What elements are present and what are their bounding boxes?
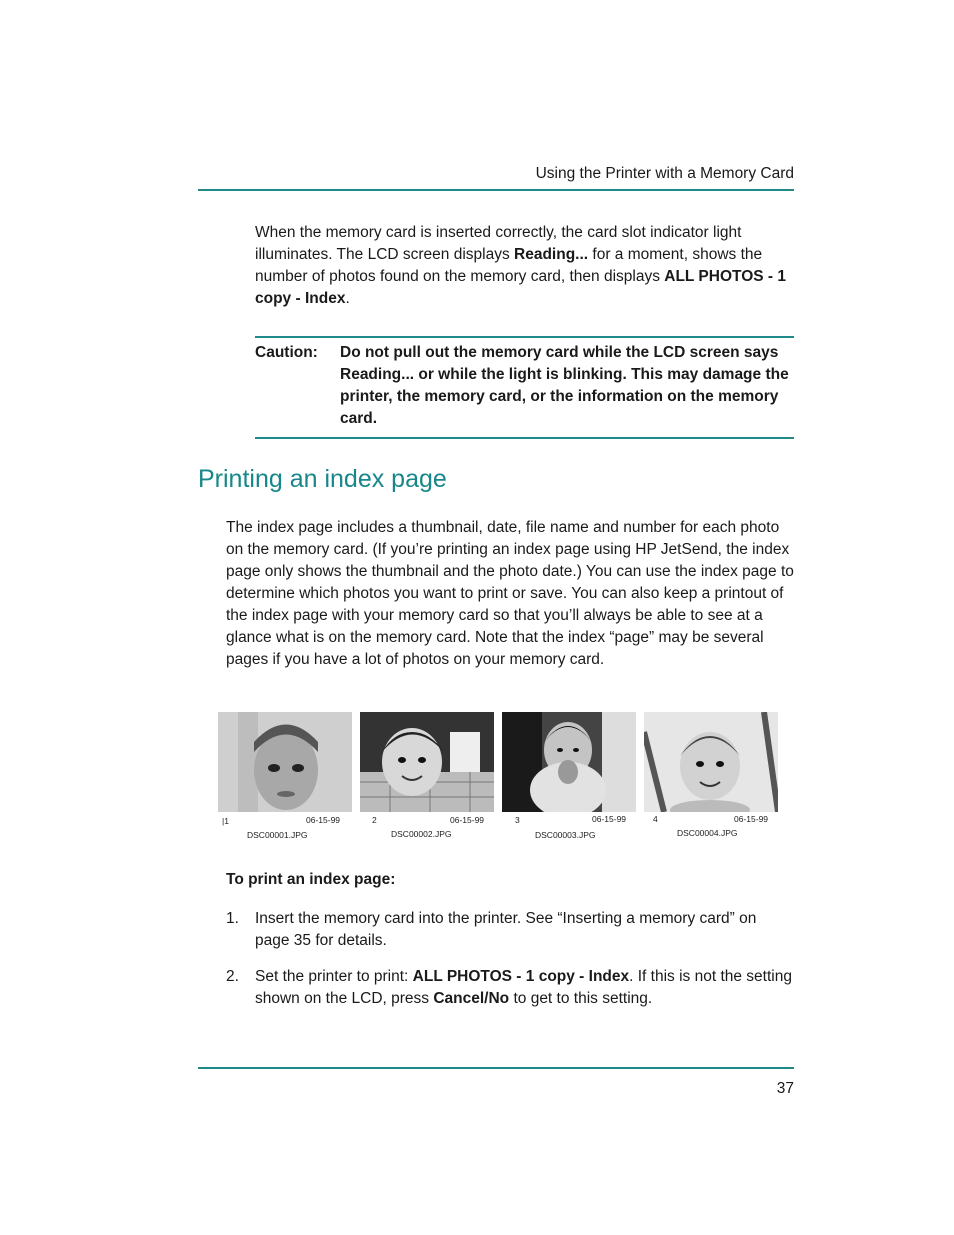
- page-number: 37: [776, 1080, 794, 1097]
- procedure-heading: To print an index page:: [226, 871, 396, 888]
- thumbnail-number: 3: [515, 815, 520, 825]
- thumbnail-photo-3: [502, 712, 636, 812]
- step-text: Insert the memory card into the printer. See “Inserting a memory card” on page 35 for details.: [255, 910, 757, 949]
- thumbnail-filename: DSC00004.JPG: [677, 828, 738, 838]
- thumbnail-number: 4: [653, 814, 658, 824]
- section-body: The index page includes a thumbnail, date, file name and number for each photo on the memory card. (If you’re printing an index page using HP JetSend, the index page only shows the thumbnail and the photo date.) You can use the index page to determine which photos you want to print or save. You can also keep a printout of the index page with your memory card so that you’ll always be able to see at a glance what is on the memory card. Note that the index “page” may be several pages if you have a lot of photos on your memory card.: [226, 519, 794, 668]
- section-title: Printing an index page: [198, 465, 447, 493]
- step-number: 2.: [226, 968, 239, 985]
- thumbnail-photo-2: [360, 712, 494, 812]
- thumbnail-date: 06-15-99: [592, 814, 627, 824]
- thumbnail-date: 06-15-99: [306, 815, 341, 825]
- intro-paragraph: When the memory card is inserted correctly, the card slot indicator light illuminates. The LCD screen displays Reading... for a moment, shows the number of photos found on the memory card, then displays ALL PHOTOS - 1 copy - Index.: [255, 224, 786, 307]
- thumbnail-photo-1: [218, 712, 352, 812]
- thumbnail-number: |1: [222, 816, 229, 826]
- step-text: Set the printer to print: ALL PHOTOS - 1 copy - Index. If this is not the setting shown on the LCD, press Cancel/No to get to this setting.: [255, 968, 792, 1007]
- caution-bottom-rule: [255, 437, 794, 439]
- footer-rule: [198, 1067, 794, 1069]
- thumbnail-date: 06-15-99: [734, 814, 769, 824]
- caution-label: Caution:: [255, 344, 318, 361]
- thumbnail-filename: DSC00003.JPG: [535, 830, 596, 840]
- thumbnail-filename: DSC00001.JPG: [247, 830, 308, 840]
- thumbnail-date: 06-15-99: [450, 815, 485, 825]
- running-header: Using the Printer with a Memory Card: [535, 165, 794, 182]
- thumbnail-filename: DSC00002.JPG: [391, 829, 452, 839]
- thumbnail-number: 2: [372, 815, 377, 825]
- thumbnail-photo-4: [644, 712, 778, 812]
- caution-top-rule: [255, 336, 794, 338]
- caution-text: Do not pull out the memory card while the LCD screen says Reading... or while the light is blinking. This may damage the printer, the memory card, or the information on the memory card.: [340, 344, 789, 427]
- header-rule: [198, 189, 794, 191]
- step-number: 1.: [226, 910, 239, 927]
